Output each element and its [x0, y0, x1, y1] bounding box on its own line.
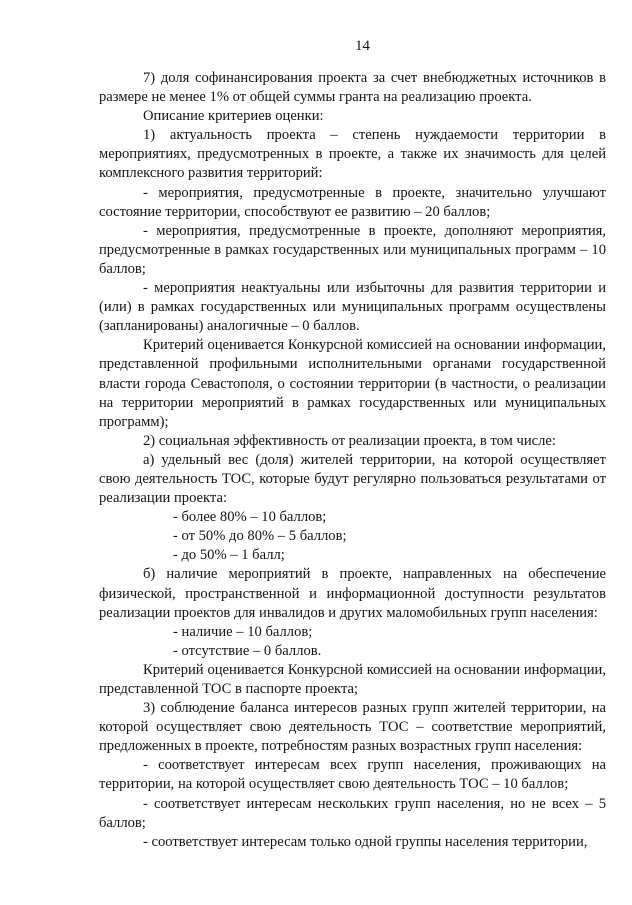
criterion-3-option-one-group: - соответствует интересам только одной группы населения территории,	[143, 833, 588, 850]
criterion-2b-option-present: - наличие – 10 баллов;	[173, 623, 313, 640]
criterion-2b-option-absent: - отсутствие – 0 баллов.	[173, 642, 322, 659]
criterion-1-relevance: 1) актуальность проекта – степень нуждаемости территории в мероприятиях, предусмотренных в проекте, а также их значимость для целей комплексного развития территорий:	[99, 127, 606, 182]
criterion-3-balance-of-interests: 3) соблюдение баланса интересов разных групп жителей территории, на которой осуществляет свою деятельность ТОС – соответствие мероприятий, предложенных в проекте, потребностям разных возрастных групп населения:	[99, 700, 606, 755]
criterion-2a-share-of-residents: а) удельный вес (доля) жителей территории, на которой осуществляет свою деятельность ТОС, которые будут регулярно пользоваться результатами от реализации проекта:	[99, 451, 606, 507]
criterion-2a-option-50-80: - от 50% до 80% – 5 баллов;	[173, 528, 347, 545]
criterion-1-option-0: - мероприятия неактуальны или избыточны для развития территории и (или) в рамках государственных или муниципальных программ осуществлены (запланированы) аналогичные – 0 баллов.	[99, 280, 606, 335]
criteria-description-heading: Описание критериев оценки:	[143, 108, 324, 125]
criterion-2-social-efficiency: 2) социальная эффективность от реализации проекта, в том числе:	[143, 432, 556, 449]
document-body	[99, 69, 606, 852]
criterion-1-evaluation-note: Критерий оценивается Конкурсной комиссией на основании информации, представленной профильными исполнительными органами государственной власти города Севастополя, о состоянии территории (в частности, о реализации на территории мероприятий в рамках государственных или муниципальных программ);	[99, 337, 606, 430]
criterion-3-option-all-groups: - соответствует интересам всех групп населения, проживающих на территории, на которой осуществляет свою деятельность ТОС – 10 баллов;	[99, 757, 606, 793]
criterion-1-option-10: - мероприятия, предусмотренные в проекте, дополняют мероприятия, предусмотренные в рамках государственных или муниципальных программ – 10 баллов;	[99, 222, 606, 277]
paragraph-item-7-cofinancing: 7) доля софинансирования проекта за счет внебюджетных источников в размере не менее 1% от общей суммы гранта на реализацию проекта.	[99, 70, 606, 106]
criterion-2a-option-over-80: - более 80% – 10 баллов;	[173, 509, 327, 526]
criterion-2b-accessibility: б) наличие мероприятий в проекте, направленных на обеспечение физической, пространственной и информационной доступности результатов реализации проектов для инвалидов и других маломобильных групп населения:	[99, 566, 606, 621]
criterion-2-evaluation-note: Критерий оценивается Конкурсной комиссией на основании информации, представленной ТОС в паспорте проекта;	[99, 661, 606, 697]
criterion-2a-option-under-50: - до 50% – 1 балл;	[173, 547, 285, 564]
criterion-3-option-several-groups: - соответствует интересам нескольких групп населения, но не всех – 5 баллов;	[99, 795, 606, 831]
page-number: 14	[355, 38, 370, 54]
criterion-1-option-20: - мероприятия, предусмотренные в проекте, значительно улучшают состояние территории, способствуют ее развитию – 20 баллов;	[99, 184, 606, 220]
